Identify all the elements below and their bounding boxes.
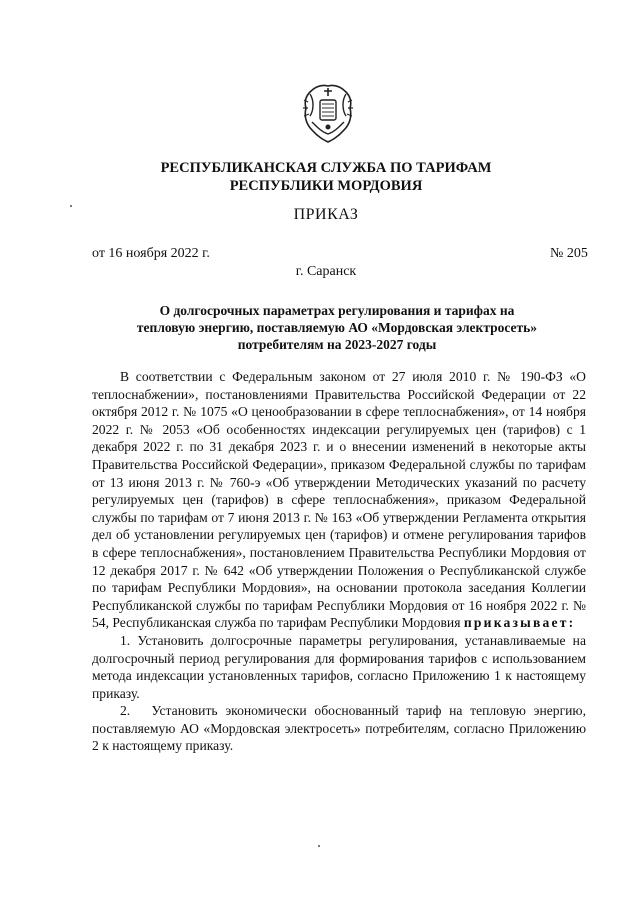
scan-speck [70,205,72,207]
title-line2: тепловую энергию, поставляемую АО «Мордовская электросеть» [136,320,538,335]
title-line1: О долгосрочных параметрах регулирования и тарифах на [159,303,515,318]
preamble-text: В соответствии с Федеральным законом от 27 июля 2010 г. № 190-ФЗ «О теплоснабжении», постановлениями Правительства Российской Федерации от 22 октября 2012 г. № 1075 «О ценообразовании в сфере теплоснабжения», от 14 ноября 2022 г. № 2053 «Об особенностях индексации регулируемых цен (тарифов) с 1 декабря 2022 г. по 31 декабря 2023 г. и о внесении изменений в некоторые акты Правительства Российской Федерации», приказом Федеральной службы по тарифам от 13 июня 2013 г. № 760-э «Об утверждении Методических указаний по расчету регулируемых цен (тарифов) в сфере теплоснабжения», приказом Федеральной службы по тарифам от 7 июня 2013 г. № 163 «Об утверждении Регламента открытия дел об установлении регулируемых цен (тарифов) и отмене регулирования тарифов в сфере теплоснабжения», постановлением Правительства Республики Мордовия от 12 декабря 2017 г. № 642 «Об утверждении Положения о Республиканской службе по тарифам Республики Мордовия», на основании протокола заседания Коллегии Республиканской службы по тарифам Республики Мордовия от 16 ноября 2022 г. № 54, Республиканская служба по тарифам Республики Мордовия [92,369,586,631]
document-body [92,368,586,755]
scan-speck [318,845,320,847]
document-date: от 16 ноября 2022 г. [92,246,210,261]
document-title [92,302,582,353]
title-line3: потребителям на 2023-2027 годы [237,337,437,352]
decree-word: приказывает: [463,615,576,631]
document-type: ПРИКАЗ [293,206,359,223]
organization-name-line1: РЕСПУБЛИКАНСКАЯ СЛУЖБА ПО ТАРИФАМ [160,160,492,176]
document-city: г. Саранск [295,264,357,279]
preamble-paragraph [92,368,586,632]
organization-name-line2: РЕСПУБЛИКИ МОРДОВИЯ [229,178,423,194]
coat-of-arms-icon [300,82,356,144]
document-number: № 205 [550,246,588,261]
item-1-paragraph: 1. Установить долгосрочные параметры регулирования, устанавливаемые на долгосрочный период регулирования для формирования тарифов с использованием метода индексации установленных тарифов, согласно Приложению 1 к настоящему приказу. [92,632,586,701]
item-2-paragraph: 2. Установить экономически обоснованный тариф на тепловую энергию, поставляемую АО «Мордовская электросеть» потребителям, согласно Приложению 2 к настоящему приказу. [92,703,586,754]
